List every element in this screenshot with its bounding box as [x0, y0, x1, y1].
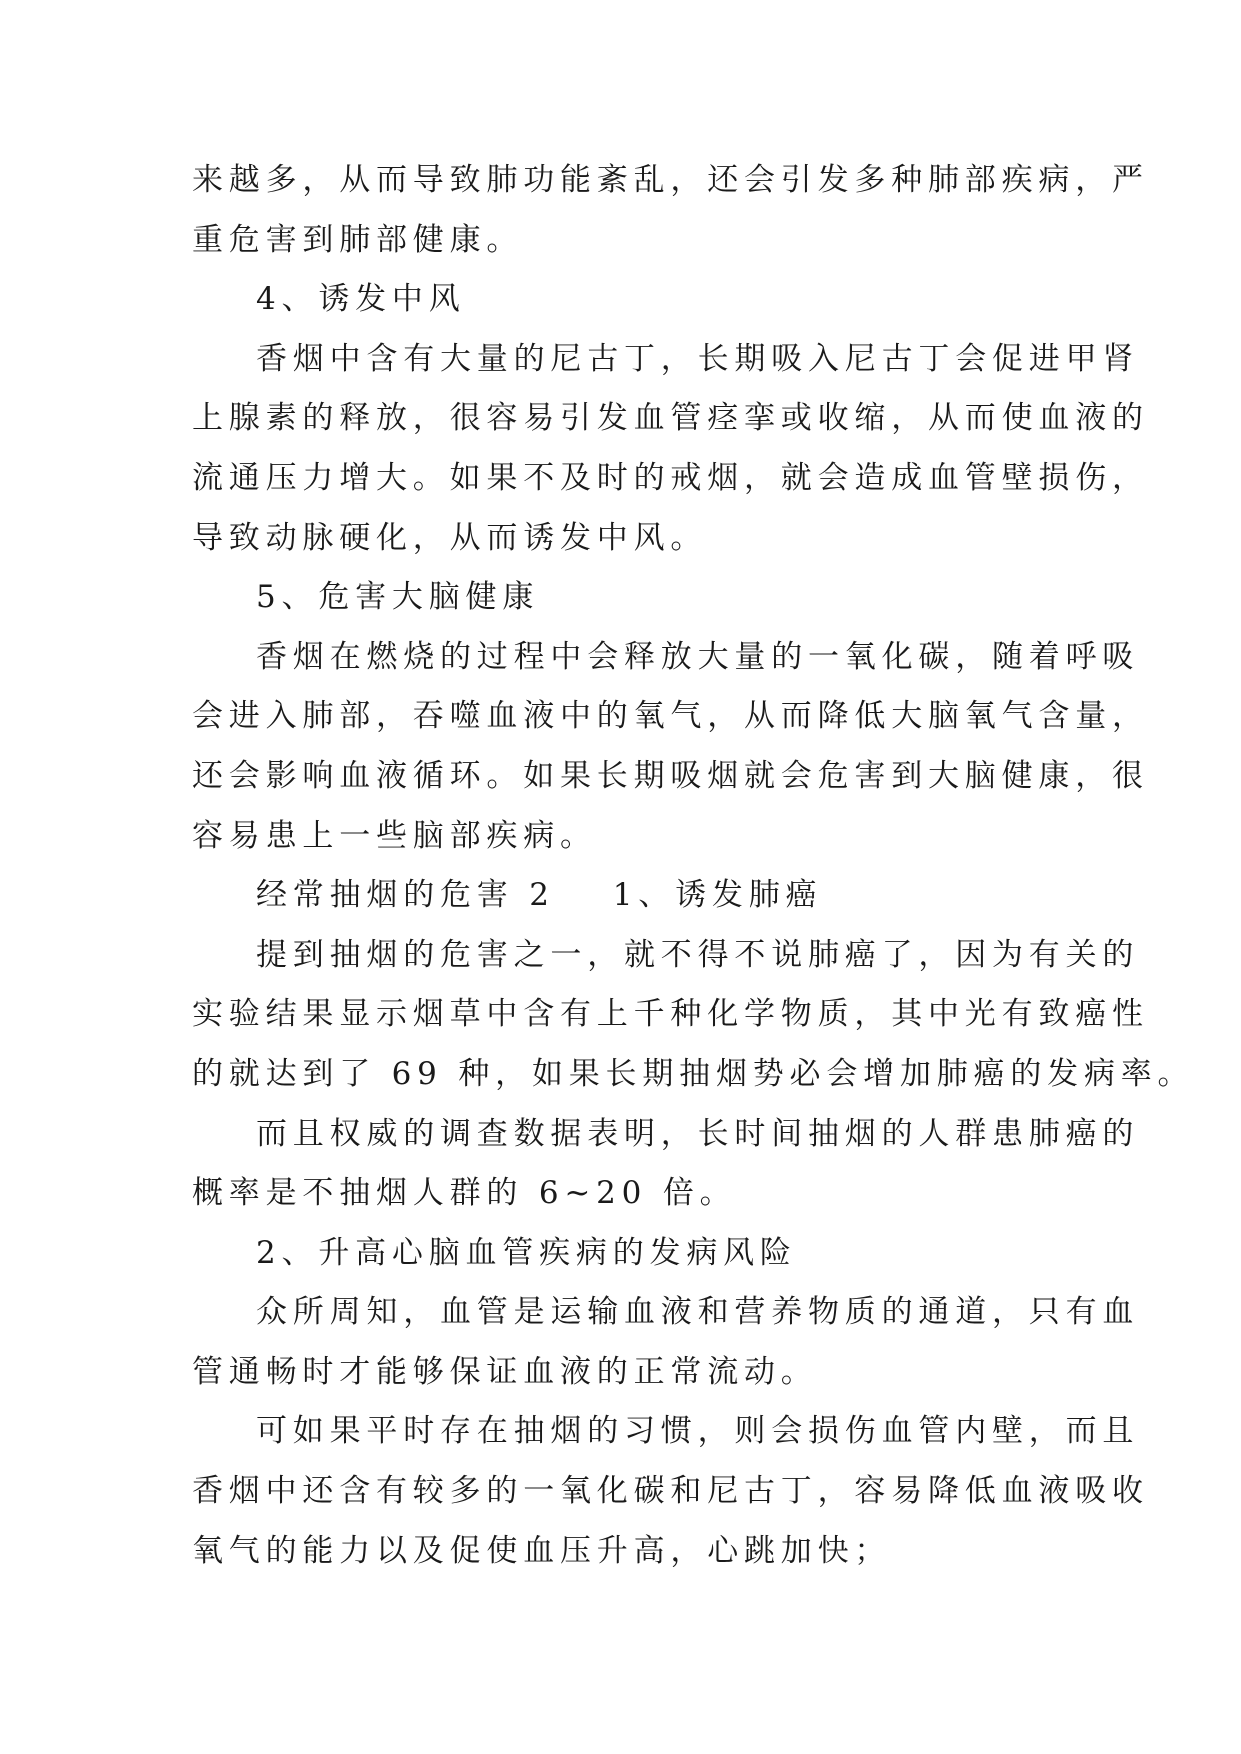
section-heading-row: [192, 875, 1062, 935]
text-line: 香烟中含有大量的尼古丁，长期吸入尼古丁会促进甲肾: [256, 340, 1140, 377]
section-heading: 4、诱发中风: [256, 281, 466, 318]
text-line: 实验结果显示烟草中含有上千种化学物质，其中光有致癌性: [192, 996, 1149, 1033]
text-line: 会进入肺部，吞噬血液中的氧气，从而降低大脑氧气含量，: [192, 698, 1149, 735]
text-line: 可如果平时存在抽烟的习惯，则会损伤血管内壁，而且: [256, 1413, 1140, 1450]
text-line: 来越多，从而导致肺功能紊乱，还会引发多种肺部疾病，严: [192, 162, 1149, 198]
text-line: 众所周知，血管是运输血液和营养物质的通道，只有血: [256, 1294, 1140, 1331]
text-line: 重危害到肺部健康。: [192, 221, 524, 258]
text-line: 容易患上一些脑部疾病。: [192, 817, 597, 854]
document-body: [192, 160, 1195, 1590]
text-line: 而且权威的调查数据表明，长时间抽烟的人群患肺癌的: [256, 1115, 1140, 1152]
text-line: 导致动脉硬化，从而诱发中风。: [192, 519, 708, 556]
text-line: 提到抽烟的危害之一，就不得不说肺癌了，因为有关的: [256, 936, 1140, 973]
text-line: 概率是不抽烟人群的 6~20 倍。: [192, 1175, 737, 1212]
text-line: 流通压力增大。如果不及时的戒烟，就会造成血管壁损伤，: [192, 459, 1149, 496]
text-line: 上腺素的释放，很容易引发血管痉挛或收缩，从而使血液的: [192, 400, 1149, 437]
section-heading: 2、升高心脑血管疾病的发病风险: [256, 1234, 797, 1271]
text-line: 香烟在燃烧的过程中会释放大量的一氧化碳，随着呼吸: [256, 638, 1140, 675]
article-part-title: 经常抽烟的危害 2: [256, 877, 555, 914]
text-line: 管通畅时才能够保证血液的正常流动。: [192, 1353, 818, 1390]
text-line: 的就达到了 69 种，如果长期抽烟势必会增加肺癌的发病率。: [192, 1055, 1195, 1092]
text-line: 还会影响血液循环。如果长期吸烟就会危害到大脑健康，很: [192, 757, 1149, 794]
section-heading: 1、诱发肺癌: [612, 877, 823, 914]
text-line: 氧气的能力以及促使血压升高，心跳加快；: [192, 1532, 892, 1569]
text-line: 香烟中还含有较多的一氧化碳和尼古丁，容易降低血液吸收: [192, 1473, 1149, 1510]
section-heading: 5、危害大脑健康: [256, 579, 540, 616]
